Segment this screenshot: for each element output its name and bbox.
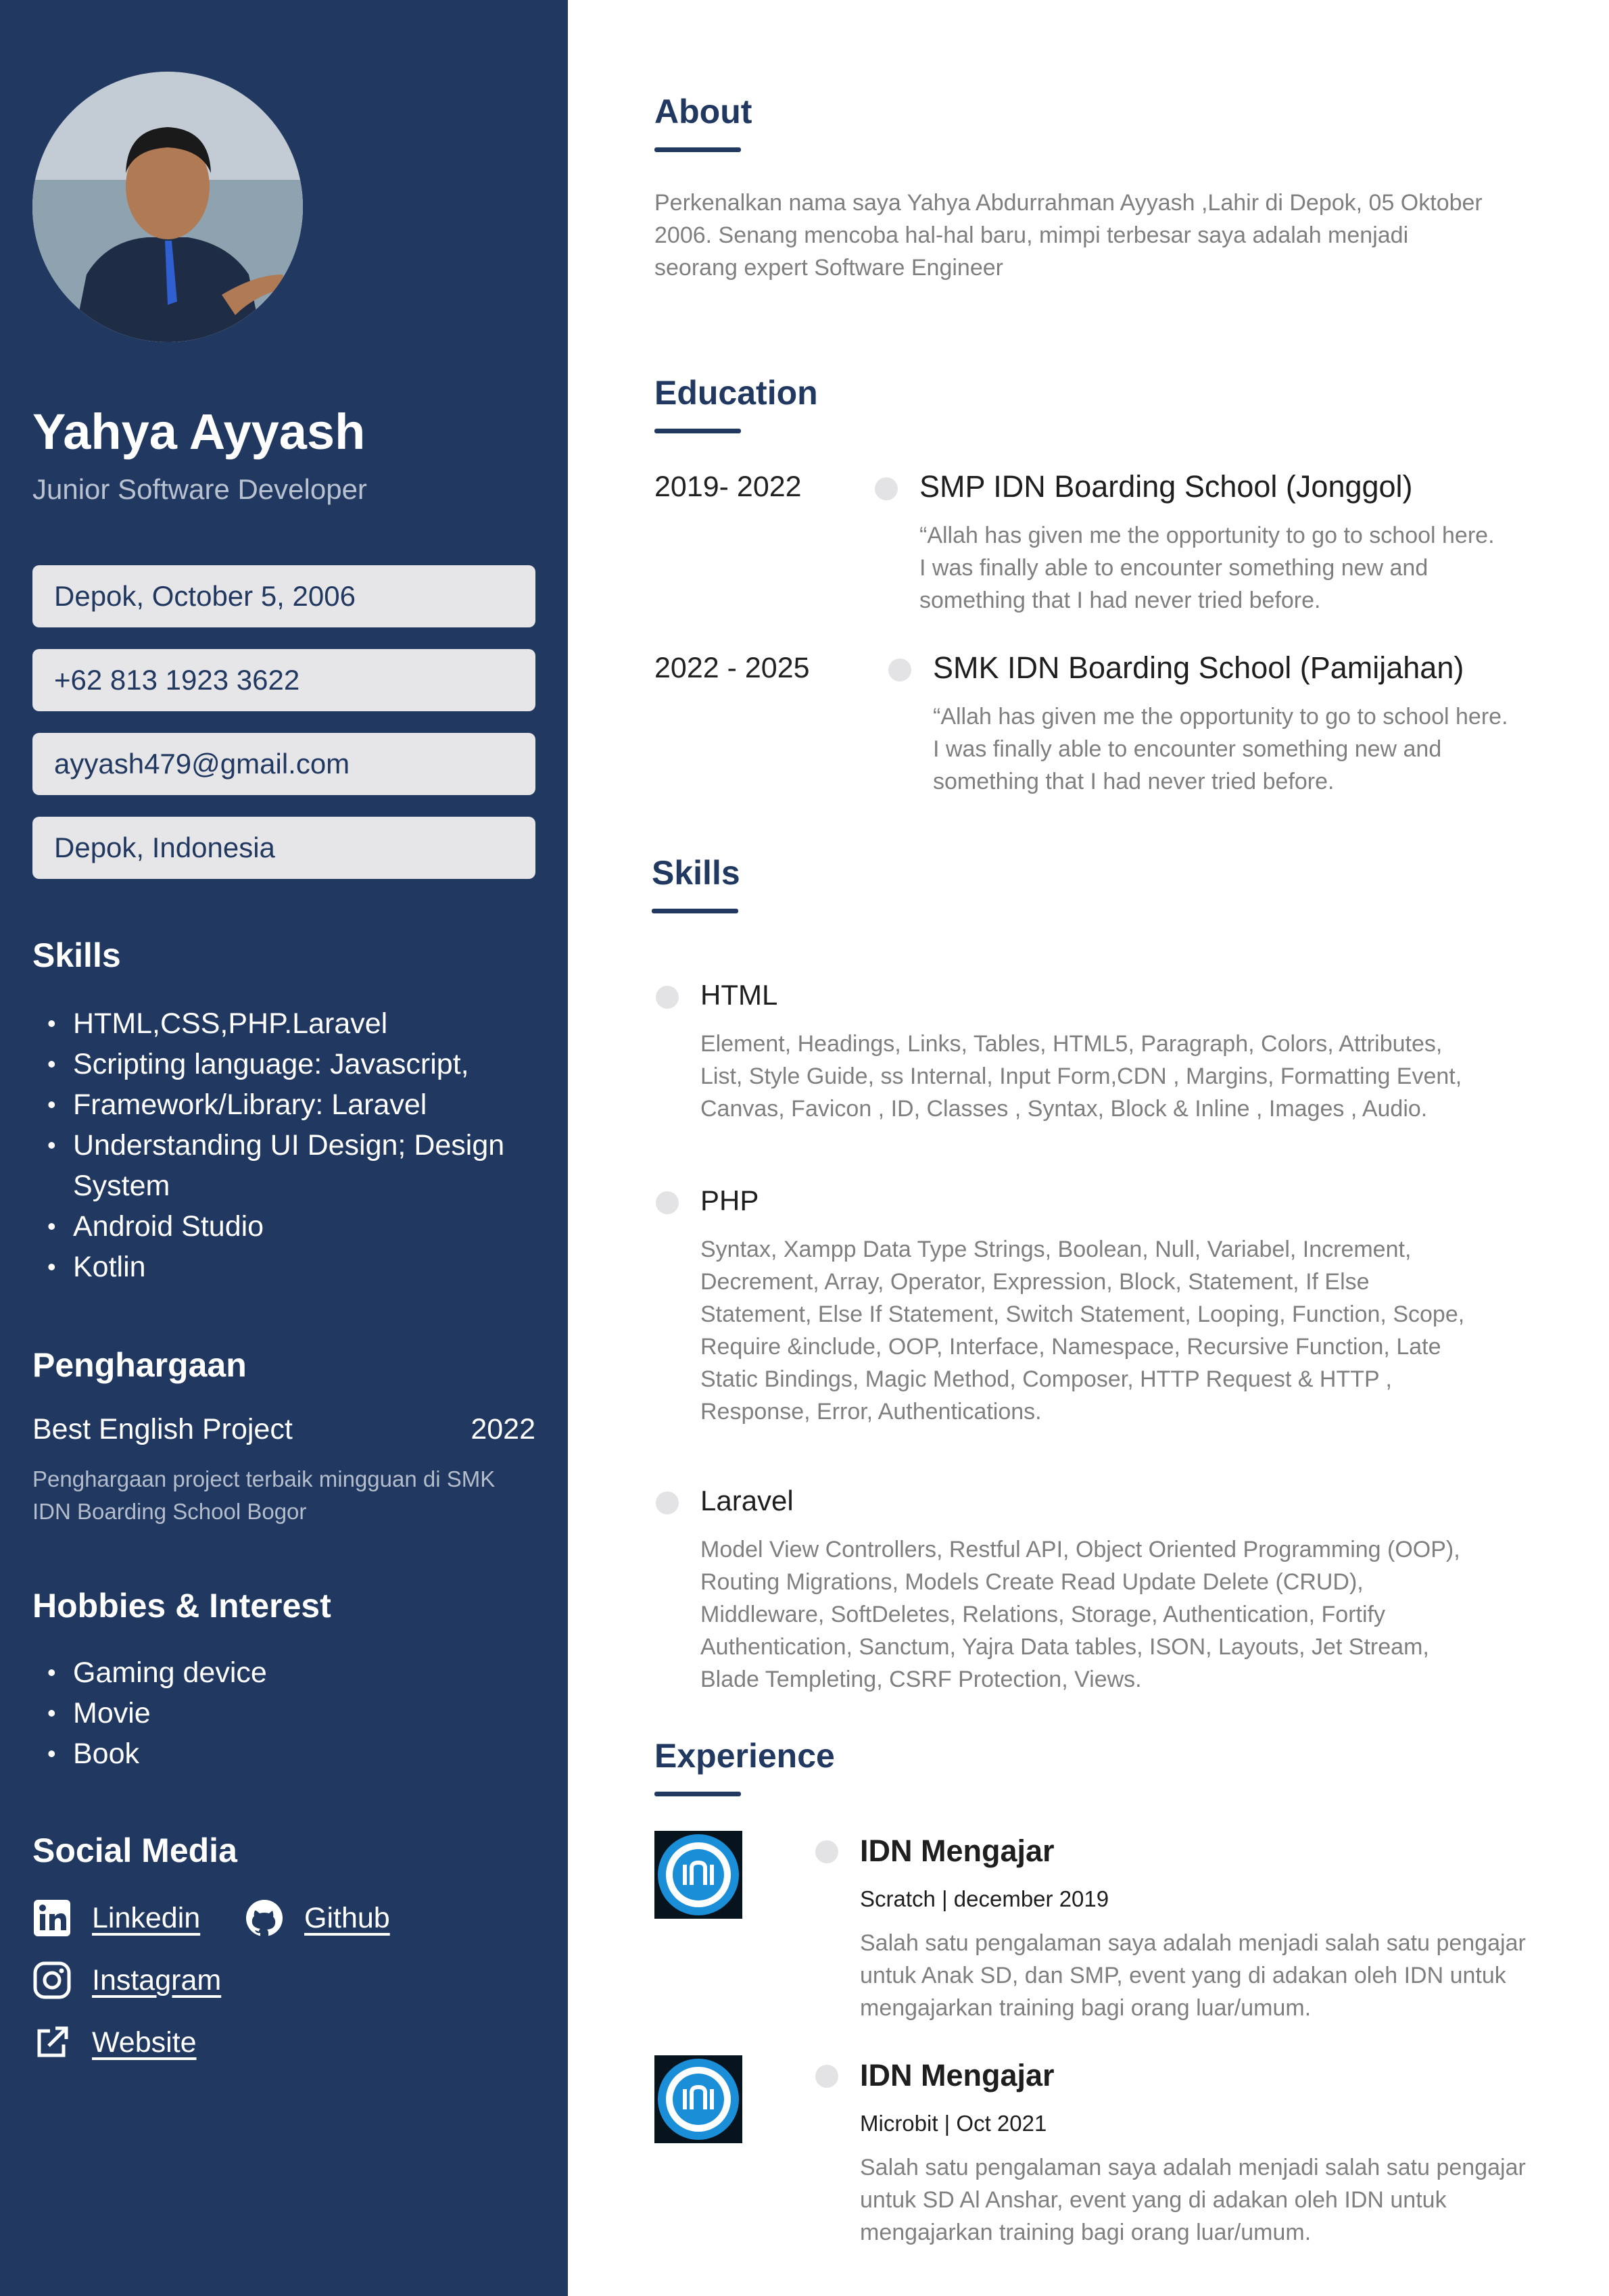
- about-underline: [654, 147, 741, 152]
- skill-dot: [656, 986, 679, 1009]
- skill-name: Laravel: [700, 1485, 794, 1516]
- list-item: • Gaming device: [32, 1652, 267, 1693]
- experience-subtitle: Scratch | december 2019: [860, 1886, 1109, 1911]
- skill-dot: [656, 1491, 679, 1514]
- social-website[interactable]: [32, 2023, 197, 2062]
- contact-birth: Depok, October 5, 2006: [32, 565, 535, 627]
- idn-logo: [654, 2055, 742, 2143]
- timeline-dot: [815, 1840, 838, 1863]
- contact-location: Depok, Indonesia: [32, 817, 535, 879]
- experience-title: IDN Mengajar: [860, 2058, 1055, 2092]
- experience-subtitle: Microbit | Oct 2021: [860, 2111, 1047, 2136]
- profile-role: Junior Software Developer: [32, 473, 367, 505]
- list-item: • HTML,CSS,PHP.Laravel: [32, 1003, 504, 1044]
- skill-detail: Model View Controllers, Restful API, Object Oriented Programming (OOP), Routing Migrations, Models Create Read Update Delete (CRUD), Middleware, SoftDeletes, Relations, Storage, Authentication, Fortify Authentication, Sanctum, Yajra Data tables, ISON, Layouts, Jet Stream, Blade Templeting, CSRF Protection, Views.: [700, 1537, 1460, 1692]
- sidebar-skills-heading: Skills: [32, 936, 121, 974]
- education-heading: Education: [654, 374, 818, 412]
- contact-phone[interactable]: +62 813 1923 3622: [32, 649, 535, 711]
- education-years: 2022 - 2025: [654, 652, 810, 684]
- list-item: • Framework/Library: Laravel: [32, 1084, 504, 1125]
- social-linkedin[interactable]: [32, 1898, 200, 1938]
- education-school: SMK IDN Boarding School (Pamijahan): [933, 650, 1464, 685]
- hobbies-list: [32, 1652, 267, 1774]
- experience-heading: Experience: [654, 1737, 835, 1775]
- about-text: Perkenalkan nama saya Yahya Abdurrahman Ayyash ,Lahir di Depok, 05 Oktober 2006. Senang mencoba hal-hal baru, mimpi terbesar saya adalah menjadi seorang expert Software Engineer: [654, 190, 1483, 281]
- sidebar-skills-list: [32, 1003, 504, 1287]
- award-title: Best English Project: [32, 1413, 293, 1445]
- award-heading: Penghargaan: [32, 1346, 247, 1384]
- social-instagram[interactable]: [32, 1961, 221, 2000]
- skill-detail: Syntax, Xampp Data Type Strings, Boolean, Null, Variabel, Increment, Decrement, Array, Operator, Expression, Block, Statement, If Else Statement, Else If Statement, Switch Statement, Looping, Function, Scope, Require &include, OOP, Interface, Namespace, Recursive Function, Late Static Bindings, Magic Method, Composer, HTTP Request & HTTP , Response, Error, Authentications.: [700, 1237, 1465, 1425]
- social-github[interactable]: [245, 1898, 390, 1938]
- award-description: Penghargaan project terbaik mingguan di SMK IDN Boarding School Bogor: [32, 1466, 496, 1524]
- contact-email[interactable]: ayyash479@gmail.com: [32, 733, 535, 795]
- skills-heading: Skills: [652, 854, 740, 892]
- list-item-continuation: System: [73, 1170, 170, 1202]
- profile-photo: [32, 72, 303, 342]
- skill-name: PHP: [700, 1185, 759, 1216]
- experience-title: IDN Mengajar: [860, 1834, 1055, 1868]
- hobbies-heading: Hobbies & Interest: [32, 1587, 331, 1625]
- list-item: • Scripting language: Javascript,: [32, 1044, 504, 1084]
- skill-dot: [656, 1191, 679, 1214]
- skill-name: HTML: [700, 979, 778, 1011]
- education-quote: “Allah has given me the opportunity to go to school here. I was finally able to encounter something new and something that I had never tried before.: [933, 704, 1508, 794]
- award-year: 2022: [471, 1413, 535, 1445]
- education-school: SMP IDN Boarding School (Jonggol): [919, 469, 1413, 504]
- linkedin-icon: [32, 1898, 72, 1938]
- timeline-dot: [815, 2065, 838, 2088]
- education-years: 2019- 2022: [654, 471, 802, 503]
- instagram-icon: [32, 1961, 72, 2000]
- education-quote: “Allah has given me the opportunity to go to school here. I was finally able to encounter something new and something that I had never tried before.: [919, 523, 1495, 613]
- external-link-icon: [32, 2023, 72, 2062]
- instagram-link[interactable]: Instagram: [92, 1963, 222, 1996]
- experience-detail: Salah satu pengalaman saya adalah menjadi salah satu pengajar untuk Anak SD, dan SMP, event yang di adakan oleh IDN untuk mengajarkan training bagi orang luar/umum.: [860, 1930, 1526, 2021]
- profile-photo-image: [32, 72, 303, 342]
- timeline-dot: [875, 477, 898, 500]
- social-heading: Social Media: [32, 1832, 237, 1869]
- experience-detail: Salah satu pengalaman saya adalah menjadi salah satu pengajar untuk SD Al Anshar, event yang di adakan oleh IDN untuk mengajarkan training bagi orang luar/umum.: [860, 2155, 1526, 2245]
- about-heading: About: [654, 93, 752, 130]
- github-icon: [245, 1898, 284, 1938]
- skill-detail: Element, Headings, Links, Tables, HTML5, Paragraph, Colors, Attributes, List, Style Guide, ss Internal, Input Form,CDN , Margins, Formatting Event, Canvas, Favicon , ID, Classes , Syntax, Block & Inline , Images , Audio.: [700, 1031, 1462, 1122]
- list-item: • Kotlin: [32, 1247, 504, 1287]
- sidebar: [0, 0, 568, 2296]
- github-link[interactable]: Github: [304, 1901, 390, 1934]
- profile-name: Yahya Ayyash: [32, 404, 366, 460]
- linkedin-link[interactable]: Linkedin: [92, 1901, 201, 1934]
- website-link[interactable]: Website: [92, 2026, 197, 2059]
- education-underline: [654, 429, 741, 433]
- list-item: • Book: [32, 1733, 267, 1774]
- skills-underline: [652, 909, 738, 913]
- list-item: • Android Studio: [32, 1206, 504, 1247]
- idn-logo: [654, 1831, 742, 1919]
- timeline-dot: [888, 659, 911, 681]
- list-item: • Movie: [32, 1693, 267, 1733]
- experience-underline: [654, 1792, 741, 1796]
- list-item: • Understanding UI Design; Design: [32, 1125, 504, 1166]
